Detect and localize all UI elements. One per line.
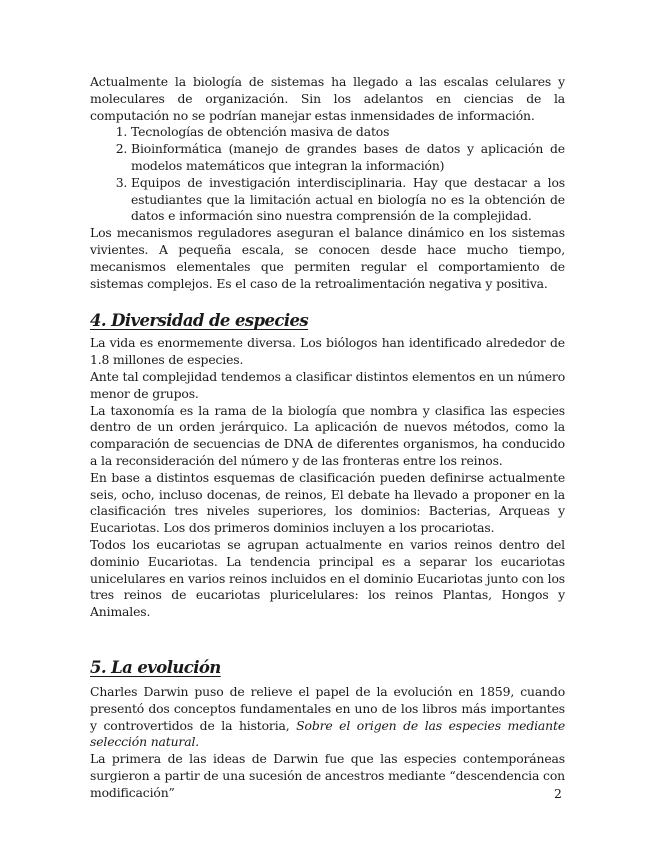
intro-paragraph-2: Los mecanismos reguladores aseguran el balance dinámico en los sistemas vivientes. A pequeña escala, se conocen desde hace mucho tiempo, mecanismos elementales que permiten regular el comportamiento de sistemas complejos. Es el caso de la retroalimentación negativa y positiva. (90, 225, 565, 291)
section-4-paragraph: En base a distintos esquemas de clasificación pueden definirse actualmente seis, ocho, incluso docenas, de reinos, El debate ha llevado a proponer en la clasificación tres niveles superiores, los dominios: Bacterias, Arqueas y Eucariotas. Los dos primeros dominios incluyen a los procariotas. (90, 469, 565, 536)
book-title: Sobre el origen de las especies mediante selección natural. (90, 717, 565, 750)
section-4-paragraph: Ante tal complejidad tendemos a clasificar distintos elementos en un número menor de grupos. (90, 368, 565, 401)
page-content (90, 74, 565, 801)
technology-list (90, 124, 565, 225)
section-5-paragraph-1 (90, 684, 565, 751)
section-4-paragraph: Todos los eucariotas se agrupan actualmente en varios reinos dentro del dominio Eucariotas. La tendencia principal es a separar los eucariotas unicelulares en varios reinos incluidos en el dominio Eucariotas junto con los tres reinos de eucariotas pluricelulares: los reinos Plantas, Hongos y Animales. (90, 536, 565, 620)
list-item: 3. Equipos de investigación interdisciplinaria. Hay que destacar a los estudiantes que la limitación actual en biología no es la obtención de datos e información sino nuestra comprensión de la complejidad. (131, 175, 565, 225)
section-5-heading: 5. La evolución (90, 657, 221, 677)
section-5-paragraph-2: La primera de las ideas de Darwin fue que las especies contemporáneas surgieron a partir de una sucesión de ancestros mediante “descendencia con modificación” (90, 751, 565, 800)
section-4-paragraph: La vida es enormemente diversa. Los biólogos han identificado alrededor de 1.8 millones de especies. (90, 335, 565, 368)
list-item: 2. Bioinformática (manejo de grandes bases de datos y aplicación de modelos matemáticos que integran la información) (131, 141, 565, 175)
intro-paragraph-1: Actualmente la biología de sistemas ha llegado a las escalas celulares y moleculares de organización. Sin los adelantos en ciencias de la computación no se podrían manejar estas inmensidades de información. (90, 74, 565, 123)
page-number: 2 (554, 786, 562, 801)
section-4-heading: 4. Diversidad de especies (90, 311, 309, 331)
list-item: 1. Tecnologías de obtención masiva de datos (131, 124, 565, 141)
section-4-paragraph: La taxonomía es la rama de la biología que nombra y clasifica las especies dentro de un orden jerárquico. La aplicación de nuevos métodos, como la comparación de secuencias de DNA de diferentes organismos, ha conducido a la reconsideración del número y de las fronteras entre los reinos. (90, 402, 565, 468)
darwin-intro-text: Charles Darwin puso de relieve el papel de la evolución en 1859, cuando presentó dos conceptos fundamentales en uno de los libros más importantes y controvertidos de la historia, (90, 683, 565, 733)
